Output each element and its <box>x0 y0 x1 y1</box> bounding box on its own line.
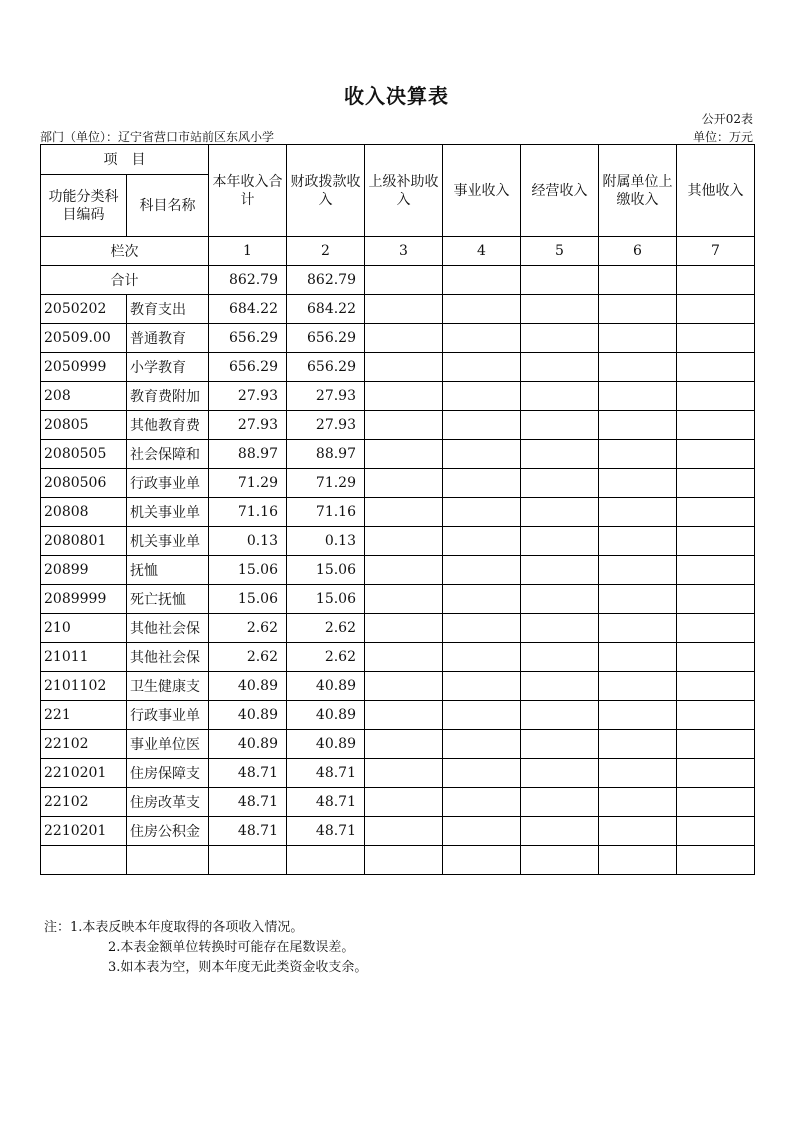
func-code-cell: 2080801 <box>41 527 127 556</box>
seq-1: 1 <box>209 237 287 266</box>
subject-name-cell: 行政事业单 <box>127 469 209 498</box>
empty-cell <box>677 469 755 498</box>
subject-name-cell: 住房保障支 <box>127 759 209 788</box>
total-income-cell: 40.89 <box>209 672 287 701</box>
empty-cell <box>599 324 677 353</box>
empty-cell <box>599 469 677 498</box>
empty-cell <box>443 672 521 701</box>
empty-cell <box>599 846 677 875</box>
empty-cell <box>365 846 443 875</box>
empty-cell <box>521 266 599 295</box>
func-code-cell: 2101102 <box>41 672 127 701</box>
blank-row <box>41 846 755 875</box>
empty-cell <box>521 759 599 788</box>
table-row <box>41 295 755 324</box>
empty-cell <box>599 556 677 585</box>
fiscal-income-cell: 27.93 <box>287 411 365 440</box>
fiscal-income-cell: 40.89 <box>287 672 365 701</box>
empty-cell <box>521 614 599 643</box>
empty-cell <box>365 788 443 817</box>
subject-name-cell: 抚恤 <box>127 556 209 585</box>
empty-cell <box>365 353 443 382</box>
empty-cell <box>677 266 755 295</box>
total-fiscal: 862.79 <box>287 266 365 295</box>
table-row <box>41 556 755 585</box>
empty-cell <box>443 324 521 353</box>
subject-name-cell: 死亡抚恤 <box>127 585 209 614</box>
empty-cell <box>599 266 677 295</box>
empty-cell <box>677 643 755 672</box>
empty-cell <box>365 585 443 614</box>
empty-cell <box>127 846 209 875</box>
empty-cell <box>41 846 127 875</box>
func-code-cell: 2080505 <box>41 440 127 469</box>
empty-cell <box>521 353 599 382</box>
empty-cell <box>599 585 677 614</box>
fiscal-income-cell: 40.89 <box>287 730 365 759</box>
notes <box>44 918 367 978</box>
header-item: 项 目 <box>41 145 209 175</box>
empty-cell <box>443 585 521 614</box>
total-income-cell: 40.89 <box>209 701 287 730</box>
func-code-cell: 210 <box>41 614 127 643</box>
empty-cell <box>677 498 755 527</box>
header-total: 本年收入合计 <box>209 145 287 237</box>
seq-5: 5 <box>521 237 599 266</box>
subject-name-cell: 其他社会保 <box>127 614 209 643</box>
empty-cell <box>599 701 677 730</box>
subject-name-cell: 教育支出 <box>127 295 209 324</box>
empty-cell <box>443 353 521 382</box>
empty-cell <box>365 295 443 324</box>
total-label: 合计 <box>41 266 209 295</box>
total-income-cell: 2.62 <box>209 614 287 643</box>
empty-cell <box>521 585 599 614</box>
header-superior: 上级补助收入 <box>365 145 443 237</box>
func-code-cell: 2089999 <box>41 585 127 614</box>
table-row <box>41 672 755 701</box>
empty-cell <box>521 295 599 324</box>
empty-cell <box>443 556 521 585</box>
table-row <box>41 788 755 817</box>
subject-name-cell: 其他教育费 <box>127 411 209 440</box>
empty-cell <box>365 730 443 759</box>
subject-name-cell: 其他社会保 <box>127 643 209 672</box>
seq-6: 6 <box>599 237 677 266</box>
subject-name-cell: 普通教育 <box>127 324 209 353</box>
empty-cell <box>521 411 599 440</box>
fiscal-income-cell: 48.71 <box>287 788 365 817</box>
total-income-cell: 40.89 <box>209 730 287 759</box>
seq-7: 7 <box>677 237 755 266</box>
header-func-code: 功能分类科目编码 <box>41 175 127 237</box>
empty-cell <box>521 846 599 875</box>
empty-cell <box>677 382 755 411</box>
empty-cell <box>443 527 521 556</box>
note-2: 2.本表金额单位转换时可能存在尾数误差。 <box>108 940 355 955</box>
func-code-cell: 20808 <box>41 498 127 527</box>
subject-name-cell: 卫生健康支 <box>127 672 209 701</box>
empty-cell <box>677 324 755 353</box>
income-table <box>40 144 755 875</box>
subject-name-cell: 住房公积金 <box>127 817 209 846</box>
total-income-cell: 656.29 <box>209 324 287 353</box>
empty-cell <box>599 759 677 788</box>
seq-3: 3 <box>365 237 443 266</box>
empty-cell <box>677 411 755 440</box>
table-row <box>41 643 755 672</box>
func-code-cell: 2210201 <box>41 759 127 788</box>
empty-cell <box>599 440 677 469</box>
subject-name-cell: 机关事业单 <box>127 527 209 556</box>
empty-cell <box>599 527 677 556</box>
func-code-cell: 221 <box>41 701 127 730</box>
table-row <box>41 614 755 643</box>
empty-cell <box>599 672 677 701</box>
empty-cell <box>677 759 755 788</box>
func-code-cell: 20509.00 <box>41 324 127 353</box>
table-row <box>41 817 755 846</box>
empty-cell <box>677 353 755 382</box>
empty-cell <box>365 672 443 701</box>
table-row <box>41 498 755 527</box>
empty-cell <box>599 353 677 382</box>
empty-cell <box>599 788 677 817</box>
header-business: 事业收入 <box>443 145 521 237</box>
empty-cell <box>599 817 677 846</box>
subject-name-cell: 住房改革支 <box>127 788 209 817</box>
empty-cell <box>599 295 677 324</box>
empty-cell <box>365 817 443 846</box>
note-3: 3.如本表为空，则本年度无此类资金收支余。 <box>108 960 368 975</box>
empty-cell <box>521 469 599 498</box>
empty-cell <box>599 498 677 527</box>
empty-cell <box>521 440 599 469</box>
empty-cell <box>677 672 755 701</box>
fiscal-income-cell: 684.22 <box>287 295 365 324</box>
total-income-cell: 48.71 <box>209 788 287 817</box>
empty-cell <box>443 411 521 440</box>
empty-cell <box>521 527 599 556</box>
table-row <box>41 585 755 614</box>
total-income-cell: 2.62 <box>209 643 287 672</box>
empty-cell <box>677 585 755 614</box>
empty-cell <box>443 730 521 759</box>
empty-cell <box>521 701 599 730</box>
empty-cell <box>365 411 443 440</box>
header-other: 其他收入 <box>677 145 755 237</box>
empty-cell <box>599 730 677 759</box>
fiscal-income-cell: 48.71 <box>287 817 365 846</box>
empty-cell <box>287 846 365 875</box>
subject-name-cell: 机关事业单 <box>127 498 209 527</box>
header-fiscal: 财政拨款收入 <box>287 145 365 237</box>
unit-label: 单位：万元 <box>692 130 753 144</box>
total-income-cell: 27.93 <box>209 411 287 440</box>
fiscal-income-cell: 0.13 <box>287 527 365 556</box>
empty-cell <box>521 788 599 817</box>
empty-cell <box>443 759 521 788</box>
table-row <box>41 527 755 556</box>
func-code-cell: 20899 <box>41 556 127 585</box>
fiscal-income-cell: 48.71 <box>287 759 365 788</box>
empty-cell <box>365 701 443 730</box>
empty-cell <box>521 643 599 672</box>
empty-cell <box>521 324 599 353</box>
total-income-cell: 48.71 <box>209 817 287 846</box>
empty-cell <box>443 382 521 411</box>
table-row <box>41 382 755 411</box>
func-code-cell: 22102 <box>41 730 127 759</box>
empty-cell <box>677 527 755 556</box>
fiscal-income-cell: 656.29 <box>287 324 365 353</box>
empty-cell <box>677 701 755 730</box>
empty-cell <box>365 382 443 411</box>
empty-cell <box>443 469 521 498</box>
total-income-cell: 71.16 <box>209 498 287 527</box>
func-code-cell: 20805 <box>41 411 127 440</box>
empty-cell <box>677 295 755 324</box>
table-row <box>41 701 755 730</box>
seq-2: 2 <box>287 237 365 266</box>
empty-cell <box>443 846 521 875</box>
table-row <box>41 730 755 759</box>
subject-name-cell: 小学教育 <box>127 353 209 382</box>
empty-cell <box>443 295 521 324</box>
empty-cell <box>677 788 755 817</box>
total-income-cell: 684.22 <box>209 295 287 324</box>
table-row <box>41 411 755 440</box>
empty-cell <box>521 672 599 701</box>
empty-cell <box>677 556 755 585</box>
subject-name-cell: 事业单位医 <box>127 730 209 759</box>
empty-cell <box>365 527 443 556</box>
table-row <box>41 469 755 498</box>
func-code-cell: 2050999 <box>41 353 127 382</box>
department-label: 部门（单位）：辽宁省营口市站前区东风小学 <box>40 130 275 144</box>
empty-cell <box>365 498 443 527</box>
total-income-cell: 0.13 <box>209 527 287 556</box>
func-code-cell: 2210201 <box>41 817 127 846</box>
empty-cell <box>365 643 443 672</box>
total-income-cell: 15.06 <box>209 585 287 614</box>
total-income-cell: 48.71 <box>209 759 287 788</box>
total-income: 862.79 <box>209 266 287 295</box>
subject-name-cell: 行政事业单 <box>127 701 209 730</box>
page-title: 收入决算表 <box>344 84 449 108</box>
func-code-cell: 21011 <box>41 643 127 672</box>
total-income-cell: 27.93 <box>209 382 287 411</box>
header-affiliated: 附属单位上缴收入 <box>599 145 677 237</box>
note-1: 注：1.本表反映本年度取得的各项收入情况。 <box>44 920 304 935</box>
total-income-cell: 15.06 <box>209 556 287 585</box>
fiscal-income-cell: 656.29 <box>287 353 365 382</box>
subject-name-cell: 教育费附加 <box>127 382 209 411</box>
table-row <box>41 324 755 353</box>
empty-cell <box>599 614 677 643</box>
empty-cell <box>521 556 599 585</box>
total-income-cell: 71.29 <box>209 469 287 498</box>
fiscal-income-cell: 71.29 <box>287 469 365 498</box>
empty-cell <box>677 817 755 846</box>
empty-cell <box>443 788 521 817</box>
form-number: 公开02表 <box>701 112 753 126</box>
fiscal-income-cell: 2.62 <box>287 643 365 672</box>
empty-cell <box>443 440 521 469</box>
seq-4: 4 <box>443 237 521 266</box>
empty-cell <box>443 701 521 730</box>
subject-name-cell: 社会保障和 <box>127 440 209 469</box>
func-code-cell: 2050202 <box>41 295 127 324</box>
empty-cell <box>365 614 443 643</box>
func-code-cell: 2080506 <box>41 469 127 498</box>
total-income-cell: 656.29 <box>209 353 287 382</box>
empty-cell <box>365 266 443 295</box>
fiscal-income-cell: 2.62 <box>287 614 365 643</box>
empty-cell <box>443 817 521 846</box>
fiscal-income-cell: 15.06 <box>287 585 365 614</box>
empty-cell <box>599 411 677 440</box>
empty-cell <box>443 498 521 527</box>
empty-cell <box>443 266 521 295</box>
func-code-cell: 208 <box>41 382 127 411</box>
empty-cell <box>599 643 677 672</box>
empty-cell <box>365 469 443 498</box>
empty-cell <box>521 817 599 846</box>
empty-cell <box>365 759 443 788</box>
fiscal-income-cell: 71.16 <box>287 498 365 527</box>
empty-cell <box>365 556 443 585</box>
fiscal-income-cell: 88.97 <box>287 440 365 469</box>
empty-cell <box>521 382 599 411</box>
empty-cell <box>521 730 599 759</box>
empty-cell <box>677 846 755 875</box>
total-income-cell: 88.97 <box>209 440 287 469</box>
table-row <box>41 440 755 469</box>
fiscal-income-cell: 15.06 <box>287 556 365 585</box>
empty-cell <box>677 614 755 643</box>
table-row <box>41 353 755 382</box>
empty-cell <box>443 614 521 643</box>
empty-cell <box>365 324 443 353</box>
empty-cell <box>677 440 755 469</box>
empty-cell <box>677 730 755 759</box>
header-subject-name: 科目名称 <box>127 175 209 237</box>
header-operating: 经营收入 <box>521 145 599 237</box>
seq-label: 栏次 <box>41 237 209 266</box>
empty-cell <box>521 498 599 527</box>
empty-cell <box>209 846 287 875</box>
fiscal-income-cell: 40.89 <box>287 701 365 730</box>
empty-cell <box>599 382 677 411</box>
table-row <box>41 759 755 788</box>
func-code-cell: 22102 <box>41 788 127 817</box>
empty-cell <box>365 440 443 469</box>
empty-cell <box>443 643 521 672</box>
fiscal-income-cell: 27.93 <box>287 382 365 411</box>
